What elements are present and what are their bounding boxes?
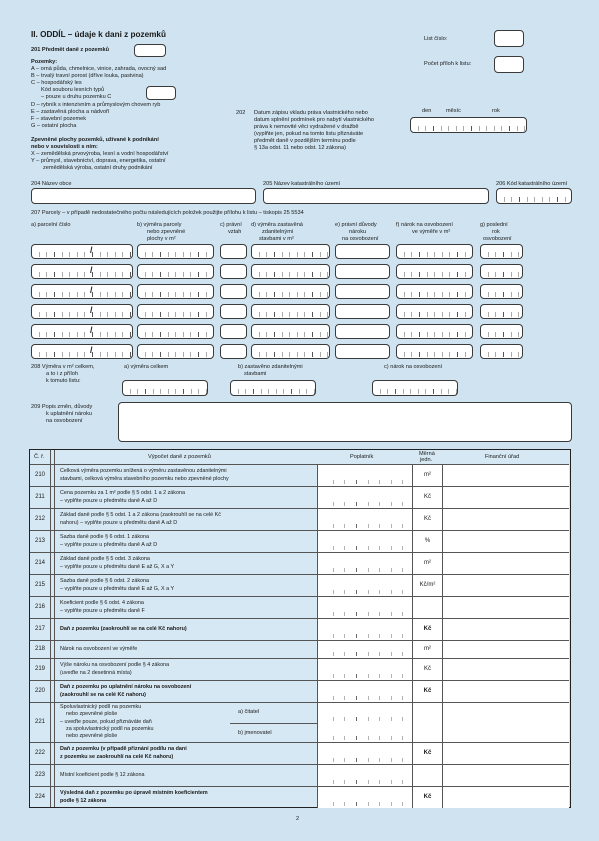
- financni-urad-cell[interactable]: [443, 487, 569, 508]
- parcel-slash: /: [90, 305, 93, 315]
- financni-urad-cell[interactable]: [443, 765, 569, 786]
- kod-souboru-label: Kód souboru lesních typů: [41, 87, 105, 93]
- poplatnik-input[interactable]: [317, 531, 413, 552]
- zpevnene-y: Y – průmysl, stavebnictví, doprava, energetika, ostatní: [31, 158, 166, 164]
- row-description-line: nebo zpevněné ploše: [66, 733, 118, 740]
- r206-label: 206 Kód katastrálního území: [496, 181, 568, 187]
- th-desc: Výpočet daně z pozemků: [148, 454, 211, 460]
- list-cislo-label: List číslo:: [424, 36, 448, 42]
- r209-label-2: k uplatnění nároku: [46, 411, 93, 417]
- row-number: 224: [34, 793, 45, 800]
- col-f-label-1: f) nárok na osvobození: [396, 222, 453, 228]
- row-description: [54, 487, 284, 508]
- parcel-1-col-g[interactable]: [480, 244, 523, 259]
- poplatnik-input[interactable]: [317, 681, 413, 702]
- row-unit: Kč: [413, 487, 443, 508]
- parcel-slash: /: [90, 265, 93, 275]
- row-number: 219: [34, 665, 45, 672]
- r209-label-1: 209 Popis změn, důvody: [31, 404, 93, 410]
- poplatnik-input[interactable]: [317, 509, 413, 530]
- col-g-label-3: osvobození: [483, 236, 512, 242]
- row-description-line: – uveďte pouze, pokud přiznáváte daň: [60, 718, 152, 725]
- r202-line-6: § 13a odst. 11 nebo odst. 12 zákona): [254, 145, 346, 151]
- row-unit: Kč: [413, 743, 443, 764]
- parcel-4-col-d[interactable]: [251, 304, 330, 319]
- row-unit: Kč: [413, 509, 443, 530]
- row-description: [54, 681, 284, 702]
- pozemek-e: E – zastavěná plocha a nádvoří: [31, 109, 110, 115]
- financni-urad-cell[interactable]: [443, 465, 569, 486]
- parcel-5-col-c[interactable]: [220, 324, 247, 339]
- th-num: Č. ř.: [34, 454, 45, 460]
- col-c-label-1: c) právní: [220, 222, 242, 228]
- th-unit-2: jedn.: [420, 457, 433, 463]
- row-description-line: – vyplňte pouze u předmětu daně A až D: [60, 541, 158, 548]
- table-row: [30, 702, 569, 742]
- row-number: 222: [34, 749, 45, 756]
- r202-line-2: datum splnění podmínek pro nabytí vlastnického: [254, 117, 375, 123]
- zpevnene-y-2: zemědělská výroba, ostatní druhy podnikání: [43, 165, 153, 171]
- row-unit: [413, 597, 443, 618]
- parcel-3-col-a[interactable]: [31, 284, 133, 299]
- parcel-4-col-b[interactable]: [137, 304, 214, 319]
- row-unit: [413, 765, 443, 786]
- financni-urad-cell[interactable]: [443, 509, 569, 530]
- row-description: [54, 765, 284, 786]
- row-description: [54, 509, 284, 530]
- row-description: [54, 787, 284, 808]
- row-description-line: Nárok na osvobození ve výměře: [60, 645, 138, 652]
- nazev-katastru-input[interactable]: [263, 188, 489, 204]
- table-row: [30, 764, 569, 786]
- r201-label: 201 Předmět daně z pozemků: [31, 47, 110, 53]
- parcel-5-col-f[interactable]: [396, 324, 473, 339]
- poplatnik-input[interactable]: [317, 743, 413, 764]
- financni-urad-cell[interactable]: [443, 703, 569, 742]
- row-description-line: z pozemku se zaokrouhlí na celé Kč nahoru): [60, 753, 174, 760]
- pozemek-c: C – hospodářský les: [31, 80, 82, 86]
- parcel-2-col-f[interactable]: [396, 264, 473, 279]
- row-description-line: Místní koeficient podle § 12 zákona: [60, 771, 145, 778]
- r221-b-label: b) jmenovatel: [238, 730, 272, 736]
- section-title: II. ODDÍL – údaje k dani z pozemků: [31, 30, 166, 39]
- row-unit: %: [413, 531, 443, 552]
- row-description-line: (zaokrouhlí se na celé Kč nahoru): [60, 691, 146, 698]
- pozemek-f: F – stavební pozemek: [31, 116, 87, 122]
- r205-label: 205 Název katastrálního území: [263, 181, 341, 187]
- row-description-line: Výsledná daň z pozemku po úpravě místním koeficientem: [60, 790, 208, 797]
- financni-urad-cell[interactable]: [443, 619, 569, 640]
- table-row: [30, 640, 569, 658]
- poplatnik-input[interactable]: [317, 787, 413, 808]
- row-description-line: Výše nároku na osvobození podle § 4 zákona: [60, 662, 170, 669]
- financni-urad-cell[interactable]: [443, 641, 569, 658]
- row-description-line: Sazba daně podle § 6 odst. 2 zákona: [60, 578, 150, 585]
- list-cislo-input[interactable]: [494, 30, 524, 47]
- kod-souboru-note: – pouze u druhu pozemku C: [41, 94, 112, 100]
- r202-num: 202: [236, 110, 246, 116]
- poplatnik-input[interactable]: [317, 619, 413, 640]
- row-number: 223: [34, 771, 45, 778]
- row-unit: m²: [413, 553, 443, 574]
- row-number: 211: [35, 493, 45, 500]
- pozemky-label: Pozemky:: [31, 59, 58, 65]
- row-description: [54, 465, 284, 486]
- parcel-3-col-b[interactable]: [137, 284, 214, 299]
- row-number: 217: [34, 625, 45, 632]
- col-d-label-2: zdanitelnými: [262, 229, 294, 235]
- parcel-5-col-e[interactable]: [335, 324, 390, 339]
- row-description: [54, 553, 284, 574]
- row-unit: Kč: [413, 619, 443, 640]
- col-d-label-1: d) výměra zastavěná: [251, 222, 303, 228]
- r208-label-3: k tomuto listu:: [46, 378, 81, 384]
- financni-urad-cell[interactable]: [443, 787, 569, 808]
- parcel-5-col-a[interactable]: [31, 324, 133, 339]
- r204-label: 204 Název obce: [31, 181, 72, 187]
- r202-line-3: práva k nemovité věci vydražené v dražbě: [254, 124, 359, 130]
- parcel-slash: /: [90, 285, 93, 295]
- row-description: [54, 659, 284, 680]
- col-b-label-3: plochy v m²: [147, 236, 176, 242]
- row-description-line: Základ daně podle § 5 odst. 3 zákona: [60, 556, 150, 563]
- row-description-line: Daň z pozemku (zaokrouhlí se na celé Kč nahoru): [60, 625, 187, 632]
- row-unit: Kč/m²: [413, 575, 443, 596]
- poplatnik-input[interactable]: [317, 465, 413, 486]
- parcel-2-col-g[interactable]: [480, 264, 523, 279]
- row-number: 220: [34, 687, 45, 694]
- r202-date-input[interactable]: [410, 117, 527, 133]
- zpevnene-x: X – zemědělská prvovýroba, lesní a vodní hospodářství: [31, 151, 169, 157]
- pozemek-b: B – trvalý travní porost (dříve louka, pastvina): [31, 73, 144, 79]
- poplatnik-input[interactable]: [317, 765, 413, 786]
- table-row: [30, 530, 569, 552]
- th-unit-1: Měrná: [419, 451, 435, 457]
- col-d-label-3: stavbami v m²: [259, 236, 294, 242]
- table-row: [30, 574, 569, 596]
- pozemek-d: D – rybník s intenzivním a průmyslovým chovem ryb: [31, 102, 161, 108]
- table-row: [30, 464, 569, 486]
- parcel-4-col-g[interactable]: [480, 304, 523, 319]
- row-description-line: Sazba daně podle § 6 odst. 1 zákona: [60, 534, 150, 541]
- financni-urad-cell[interactable]: [443, 531, 569, 552]
- parcel-1-col-e[interactable]: [335, 244, 390, 259]
- r221-a-label: a) čitatel: [238, 709, 260, 715]
- parcel-2-col-a[interactable]: [31, 264, 133, 279]
- zpevnene-label: Zpevněné plochy pozemků, užívané k podnikání: [31, 137, 159, 143]
- parcel-4-col-c[interactable]: [220, 304, 247, 319]
- parcel-2-col-d[interactable]: [251, 264, 330, 279]
- th-fee: Poplatník: [350, 454, 374, 460]
- col-f-label-2: ve výměře v m²: [412, 229, 451, 235]
- table-row: [30, 618, 569, 640]
- row-description-line: Koeficient podle § 6 odst. 4 zákona: [60, 600, 144, 607]
- poplatnik-input[interactable]: [317, 553, 413, 574]
- row-number: 215: [34, 581, 45, 588]
- table-row: [30, 742, 569, 764]
- parcel-5-col-d[interactable]: [251, 324, 330, 339]
- col-a-label: a) parcelní číslo: [31, 222, 71, 228]
- zpevnene-label-2: nebo v souvislosti s ním:: [31, 144, 98, 150]
- parcel-3-col-e[interactable]: [335, 284, 390, 299]
- row-description: [54, 743, 284, 764]
- table-row: [30, 596, 569, 618]
- parcel-1-col-d[interactable]: [251, 244, 330, 259]
- row-description: [54, 641, 284, 658]
- parcel-2-col-b[interactable]: [137, 264, 214, 279]
- parcel-1-col-f[interactable]: [396, 244, 473, 259]
- row-description: [54, 597, 284, 618]
- parcel-slash: /: [90, 345, 93, 355]
- parcel-6-col-d[interactable]: [251, 344, 330, 359]
- table-row: [30, 552, 569, 574]
- row-description-line: nahoru) – vyplňte pouze u předmětu daně A až D: [60, 519, 178, 526]
- row-description-line: Cena pozemku za 1 m² podle § 5 odst. 1 a 2 zákona: [60, 490, 185, 497]
- parcel-3-col-c[interactable]: [220, 284, 247, 299]
- table-row: [30, 658, 569, 680]
- row-description-line: nebo zpevněné ploše: [66, 711, 118, 718]
- row-unit: Kč: [413, 681, 443, 702]
- financni-urad-cell[interactable]: [443, 681, 569, 702]
- th-fu: Finanční úřad: [485, 454, 520, 460]
- row-description-line: – vyplňte pouze u předmětu daně F: [60, 607, 145, 614]
- table-row: [30, 486, 569, 508]
- parcel-slash: /: [90, 325, 93, 335]
- r202-line-5: předmět daně v pozdějším termínu podle: [254, 138, 356, 144]
- col-c-label-2: vztah: [228, 229, 242, 235]
- financni-urad-cell[interactable]: [443, 743, 569, 764]
- r208-b-label-1: b) zastavěno zdanitelnými: [238, 364, 303, 370]
- row-description: [60, 703, 220, 742]
- row-description-line: Spoluvlastnický podíl na pozemku: [60, 704, 142, 710]
- r202-line-4: (vyplňte jen, pokud na tomto listu přiznáváte: [254, 131, 364, 137]
- r208-b-label-2: stavbami: [244, 371, 267, 377]
- col-e-label-3: na osvobození: [342, 236, 379, 242]
- r208-label-2: a to i z příloh: [46, 371, 79, 377]
- financni-urad-cell[interactable]: [443, 553, 569, 574]
- r207-label: 207 Parcely – v případě nedostatečného počtu následujících položek použijte přílohu k listu – tiskopis 25 5534: [31, 210, 304, 216]
- r202-rok-label: rok: [492, 108, 500, 114]
- row-description: [54, 575, 284, 596]
- parcel-slash: /: [90, 245, 93, 255]
- kod-souboru-input[interactable]: [146, 86, 176, 100]
- row-unit: [413, 703, 443, 742]
- parcel-4-col-a[interactable]: [31, 304, 133, 319]
- parcel-2-col-c[interactable]: [220, 264, 247, 279]
- parcel-3-col-g[interactable]: [480, 284, 523, 299]
- col-e-label-2: nároku: [349, 229, 367, 235]
- page-number: 2: [296, 816, 300, 822]
- row-description-line: Daň z pozemku (v případě přiznání podílu na dani: [60, 746, 187, 753]
- popis-zmen-input[interactable]: [118, 402, 572, 442]
- row-description-line: za spoluvlastnický podíl na pozemku: [66, 725, 154, 732]
- r221-citatel-input[interactable]: [317, 703, 413, 723]
- row-number: 218: [34, 645, 45, 652]
- parcel-6-col-f[interactable]: [396, 344, 473, 359]
- col-e-label-1: e) právní důvody: [335, 222, 377, 228]
- parcel-6-col-g[interactable]: [480, 344, 523, 359]
- row-number: 214: [34, 559, 45, 566]
- row-description-line: Daň z pozemku po uplatnění nároku na osvobození: [60, 684, 192, 691]
- col-b-label-2: nebo zpevněné: [147, 229, 186, 235]
- r202-den-label: den: [422, 108, 432, 114]
- financni-urad-cell[interactable]: [443, 597, 569, 618]
- r208-c-label: c) nárok na osvobození: [384, 364, 443, 370]
- parcel-6-col-b[interactable]: [137, 344, 214, 359]
- r209-label-3: na osvobození: [46, 418, 83, 424]
- row-description-line: podle § 12 zákona: [60, 797, 107, 804]
- row-number: 221: [34, 718, 45, 725]
- table-row: [30, 680, 569, 702]
- poplatnik-input[interactable]: [317, 641, 413, 658]
- parcel-1-col-b[interactable]: [137, 244, 214, 259]
- tax-calculation-table: [29, 449, 571, 808]
- row-description-line: (uveďte na 2 desetinná místa): [60, 669, 132, 676]
- nazev-obce-input[interactable]: [31, 188, 256, 204]
- kod-katastru-input[interactable]: [496, 188, 572, 204]
- row-unit: Kč: [413, 659, 443, 680]
- poplatnik-input[interactable]: [317, 659, 413, 680]
- row-description: [54, 619, 284, 640]
- row-unit: m²: [413, 465, 443, 486]
- zastaveno-input[interactable]: [230, 380, 316, 396]
- financni-urad-cell[interactable]: [443, 575, 569, 596]
- parcel-5-col-b[interactable]: [137, 324, 214, 339]
- r221-jmenovatel-input[interactable]: [317, 723, 413, 742]
- r202-line-1: Datum zápisu vkladu práva vlastnického nebo: [254, 110, 368, 116]
- parcel-1-col-a[interactable]: [31, 244, 133, 259]
- pozemek-g: G – ostatní plocha: [31, 123, 77, 129]
- col-b-label-1: b) výměra parcely: [137, 222, 182, 228]
- table-row: [30, 508, 569, 530]
- row-description: [54, 531, 284, 552]
- poplatnik-input[interactable]: [317, 487, 413, 508]
- parcel-6-col-c[interactable]: [220, 344, 247, 359]
- row-description-line: stavbami, celková výměra stavebního pozemku nebo zpevněné plochy: [60, 475, 229, 482]
- row-number: 213: [34, 537, 45, 544]
- pozemek-a: A – orná půda, chmelnice, vinice, zahrada, ovocný sad: [31, 66, 167, 72]
- pocet-priloh-input[interactable]: [494, 56, 524, 73]
- poplatnik-input[interactable]: [317, 597, 413, 618]
- table-row: [30, 786, 569, 808]
- row-description-line: – vyplňte pouze u předmětu daně A až D: [60, 497, 158, 504]
- parcel-4-col-f[interactable]: [396, 304, 473, 319]
- row-number: 210: [34, 471, 45, 478]
- row-number: 216: [34, 603, 45, 610]
- col-g-label-1: g) poslední: [480, 222, 508, 228]
- row-number: 212: [34, 515, 45, 522]
- row-description-line: Celková výměra pozemku snížená o výměru zastavěnou zdanitelnými: [60, 468, 227, 475]
- pocet-priloh-label: Počet příloh k listu:: [424, 61, 472, 67]
- row-unit: m²: [413, 641, 443, 658]
- vymera-celkem-input[interactable]: [122, 380, 208, 396]
- parcel-4-col-e[interactable]: [335, 304, 390, 319]
- r201-predmet-input[interactable]: [134, 44, 166, 57]
- poplatnik-input[interactable]: [317, 575, 413, 596]
- parcel-5-col-g[interactable]: [480, 324, 523, 339]
- row-unit: Kč: [413, 787, 443, 808]
- r208-a-label: a) výměra celkem: [124, 364, 169, 370]
- row-description-line: Základ daně podle § 5 odst. 1 a 2 zákona (zaokrouhlí se na celé Kč: [60, 512, 221, 519]
- financni-urad-cell[interactable]: [443, 659, 569, 680]
- parcel-2-col-e[interactable]: [335, 264, 390, 279]
- parcel-1-col-c[interactable]: [220, 244, 247, 259]
- parcel-6-col-a[interactable]: [31, 344, 133, 359]
- parcel-3-col-f[interactable]: [396, 284, 473, 299]
- parcel-3-col-d[interactable]: [251, 284, 330, 299]
- col-g-label-2: rok: [492, 229, 500, 235]
- narok-osvobozeni-input[interactable]: [372, 380, 458, 396]
- r208-label-1: 208 Výměra v m² celkem,: [31, 364, 95, 370]
- parcel-6-col-e[interactable]: [335, 344, 390, 359]
- row-description-line: – vyplňte pouze u předmětu daně E až G, X a Y: [60, 585, 175, 592]
- r202-mesic-label: měsíc: [446, 108, 461, 114]
- row-description-line: – vyplňte pouze u předmětu daně E až G, X a Y: [60, 563, 175, 570]
